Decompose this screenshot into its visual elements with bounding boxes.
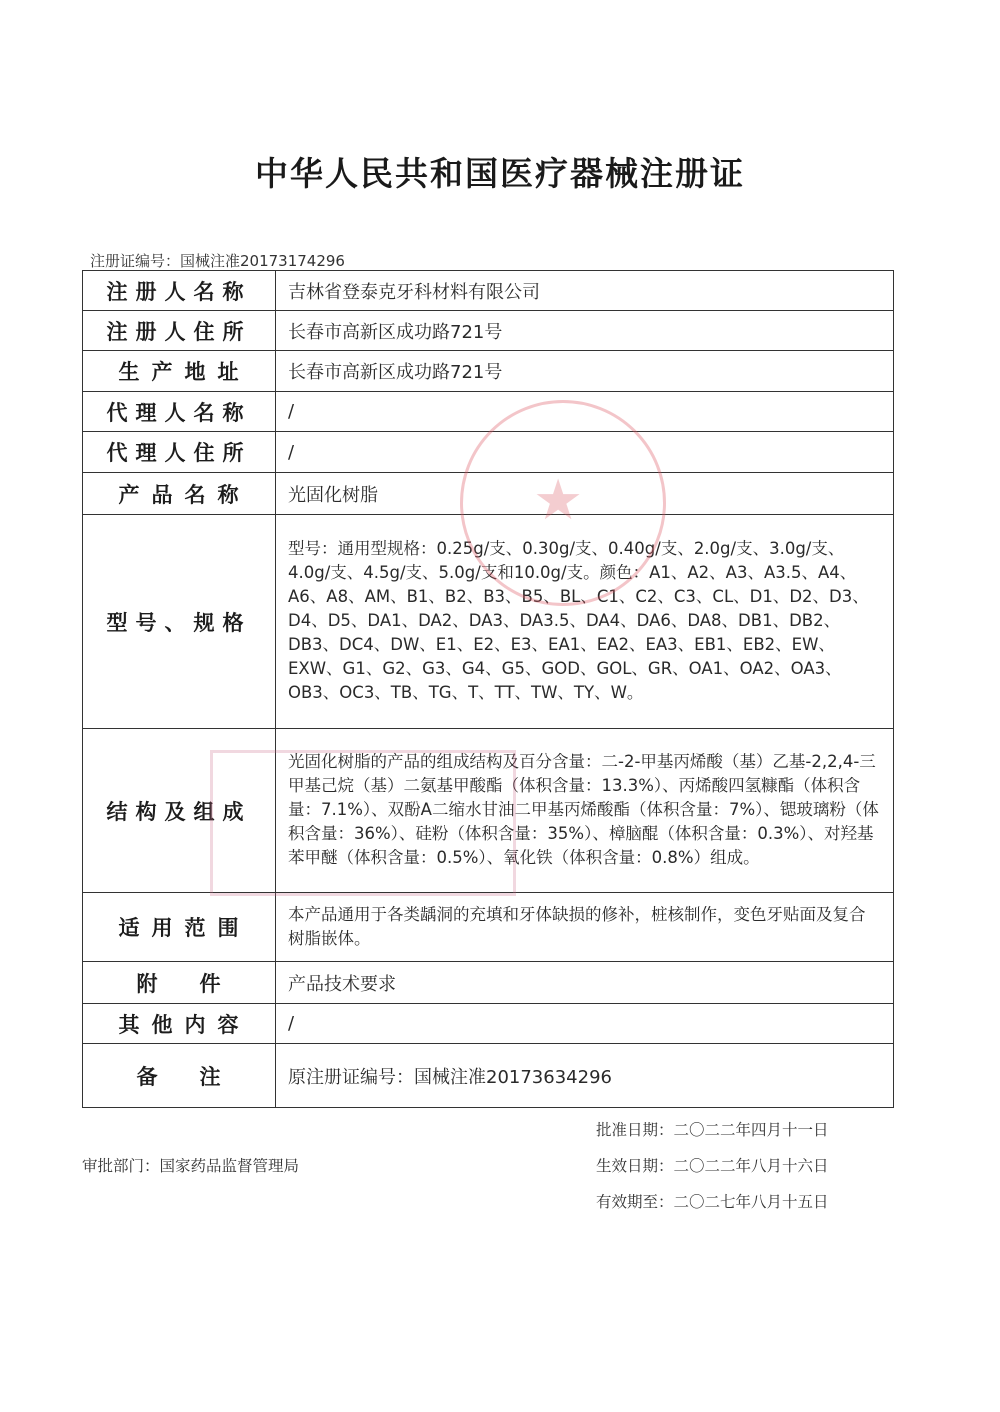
table-row [83,729,894,893]
table-row [83,271,894,311]
approval-date: 批准日期：二〇二二年四月十一日 [596,1121,829,1139]
effective-date: 生效日期：二〇二二年八月十六日 [596,1157,829,1175]
table-row [83,351,894,392]
table-row [83,392,894,432]
table-row [83,311,894,351]
document-title: 中华人民共和国医疗器械注册证 [255,154,745,193]
model-spec-value: 型号：通用型规格：0.25g/支、0.30g/支、0.40g/支、2.0g/支、3.0g/支、4.0g/支、4.5g/支、5.0g/支和10.0g/支。颜色：A1、A2、A3、A3.5、A4、A6、A8、AM、B1、B2、B3、B5、BL、C1、C2、C3、CL、D1、D2、D3、D4、D5、DA1、DA2、DA3、DA3.5、DA4、DA6、DA8、DB1、DB2、DB3、DC4、DW、E1、E2、E3、EA1、EA2、EA3、EB1、EB2、EW、EXW、G1、G2、G3、G4、G5、GOD、GOL、GR、OA1、OA2、OA3、OB3、OC3、TB、TG、T、TT、TW、TY、W。 [276,515,894,729]
model-spec-label: 型号、规格 [83,515,276,729]
production-address-label: 生产地址 [83,351,276,392]
registrant-name-value: 吉林省登泰克牙科材料有限公司 [276,271,894,311]
agent-address-value: / [276,432,894,473]
table-row [83,473,894,515]
table-row [83,962,894,1004]
expiry-date: 有效期至：二〇二七年八月十五日 [596,1193,829,1211]
attachment-value: 产品技术要求 [276,962,894,1004]
registrant-name-label: 注册人名称 [83,271,276,311]
seal-star-icon: ★ [533,468,584,533]
registrant-address-label: 注册人住所 [83,311,276,351]
table-row [83,893,894,962]
remarks-label: 备注 [83,1044,276,1108]
table-row [83,1004,894,1044]
agent-name-label: 代理人名称 [83,392,276,432]
remarks-value: 原注册证编号：国械注准20173634296 [276,1044,894,1108]
scope-value: 本产品通用于各类龋洞的充填和牙体缺损的修补，桩核制作，变色牙贴面及复合树脂嵌体。 [276,893,894,962]
registrant-address-value: 长春市高新区成功路721号 [276,311,894,351]
other-value: / [276,1004,894,1044]
table-row [83,1044,894,1108]
other-label: 其他内容 [83,1004,276,1044]
scope-label: 适用范围 [83,893,276,962]
table-row [83,432,894,473]
certificate-table [82,270,894,1108]
agent-address-label: 代理人住所 [83,432,276,473]
table-row [83,515,894,729]
agent-name-value: / [276,392,894,432]
registration-number: 注册证编号：国械注准20173174296 [90,252,345,270]
attachment-label: 附件 [83,962,276,1004]
composition-value: 光固化树脂的产品的组成结构及百分含量：二-2-甲基丙烯酸（基）乙基-2,2,4-三甲基己烷（基）二氨基甲酸酯（体积含量：13.3%）、丙烯酸四氢糠酯（体积含量：7.1%）、双酚A二缩水甘油二甲基丙烯酸酯（体积含量：7%）、锶玻璃粉（体积含量：36%）、硅粉（体积含量：35%）、樟脑醌（体积含量：0.3%）、对羟基苯甲醚（体积含量：0.5%）、氧化铁（体积含量：0.8%）组成。 [276,729,894,893]
composition-label: 结构及组成 [83,729,276,893]
product-name-value: 光固化树脂 [276,473,894,515]
product-name-label: 产品名称 [83,473,276,515]
production-address-value: 长春市高新区成功路721号 [276,351,894,392]
approval-department: 审批部门：国家药品监督管理局 [82,1157,300,1175]
